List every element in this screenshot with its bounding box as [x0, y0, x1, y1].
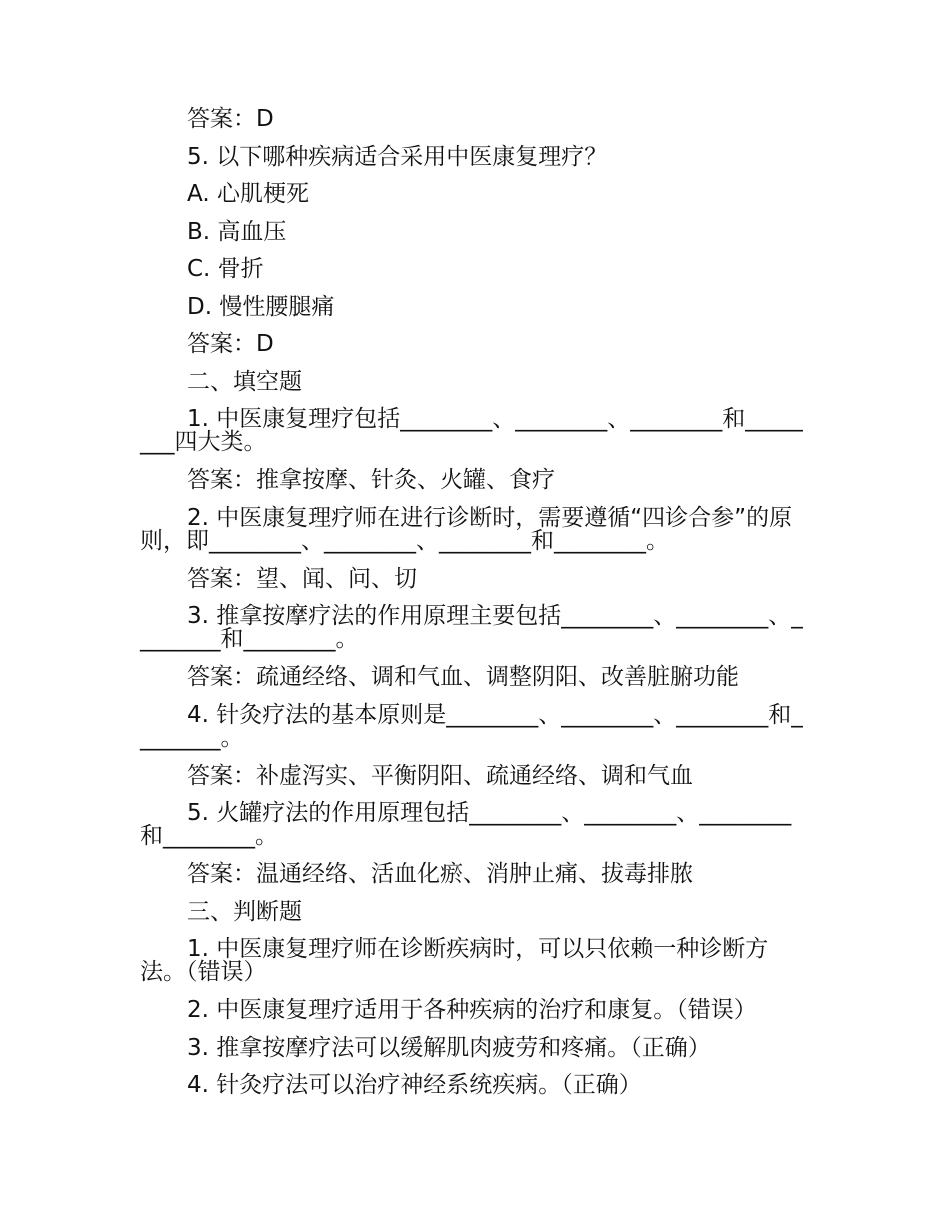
statement-line: 4. 针灸疗法可以治疗神经系统疾病。（正确） [187, 1072, 642, 1098]
statement-line: 1. 中医康复理疗师在诊断疾病时，可以只依赖一种诊断方法。（错误） [140, 936, 769, 985]
statement-line: 3. 推拿按摩疗法可以缓解肌肉疲劳和疼痛。（正确） [187, 1034, 711, 1061]
section-heading: 二、填空题 [187, 368, 302, 395]
answer-line: 答案：补虚泻实、平衡阴阳、疏通经络、调和气血 [187, 762, 693, 789]
statement-line: 2. 中医康复理疗适用于各种疾病的治疗和康复。（错误） [187, 997, 757, 1023]
option-line: A. 心肌梗死 [187, 181, 309, 207]
question-line: 5. 以下哪种疾病适合采用中医康复理疗？ [187, 143, 608, 170]
question-line: 4. 针灸疗法的基本原则是________、________、________和________。 [140, 701, 803, 751]
question-line: 2. 中医康复理疗师在进行诊断时，需要遵循“四诊合参”的原则，即________、________、________和________。 [140, 504, 793, 554]
section-heading: 三、判断题 [187, 898, 302, 925]
option-line: D. 慢性腰腿痛 [187, 293, 335, 320]
question-line: 5. 火罐疗法的作用原理包括________、________、________和________。 [140, 800, 792, 849]
document-body [140, 101, 810, 1105]
answer-line: 答案：D [187, 331, 274, 357]
answer-line: 答案：望、闻、问、切 [187, 565, 417, 592]
answer-line: 答案：D [187, 106, 274, 132]
question-line: 3. 推拿按摩疗法的作用原理主要包括________、________、________和________。 [140, 603, 803, 652]
question-line: 1. 中医康复理疗包括________、________、________和________四大类。 [140, 406, 803, 455]
answer-line: 答案：推拿按摩、针灸、火罐、食疗 [187, 467, 555, 493]
answer-line: 答案：疏通经络、调和气血、调整阴阳、改善脏腑功能 [187, 664, 739, 690]
option-line: C. 骨折 [187, 256, 264, 282]
option-line: B. 高血压 [187, 218, 287, 245]
answer-line: 答案：温通经络、活血化瘀、消肿止痛、拔毒排脓 [187, 861, 693, 887]
